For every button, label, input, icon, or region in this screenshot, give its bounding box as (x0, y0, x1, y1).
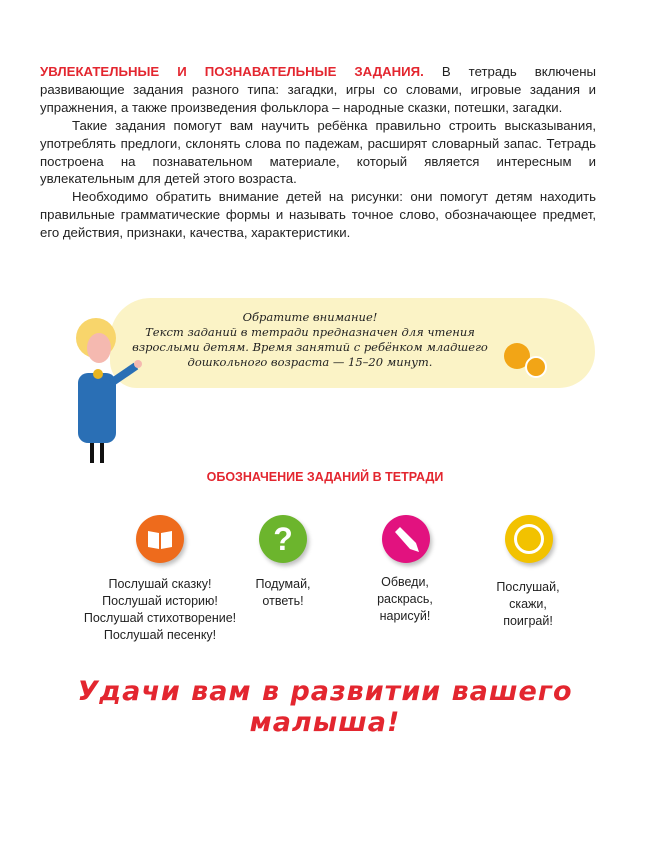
legend-line: Послушай, (496, 580, 560, 594)
legend-line: нарисуй! (379, 609, 431, 623)
small-smiley-icon (525, 356, 547, 378)
legend-line: Подумай, (255, 577, 311, 591)
intro-paragraph-1-text: В тетрадь включены развивающие задания разного типа: загадки, игры со словами, игровые задания и упражнения, а также произведения фольклора – народные сказки, потешки, загадки. (40, 64, 596, 115)
legend-line: скажи, (509, 597, 547, 611)
legend-line: ответь! (262, 594, 304, 608)
ball-icon (505, 515, 553, 563)
slogan: Удачи вам в развитии вашего малыша! (77, 676, 573, 738)
notice-text (120, 310, 500, 370)
intro-paragraph-2: Такие задания помогут вам научить ребёнка правильно строить высказывания, употреблять предлоги, склонять слова по падежам, расширят словарный запас. Тетрадь построена на познавательном материале, который является интересным и увлекательным для детей этого возраста. (40, 117, 596, 187)
intro-paragraph-1 (40, 63, 596, 117)
book-icon (136, 515, 184, 563)
legend-heading: ОБОЗНАЧЕНИЕ ЗАДАНИЙ В ТЕТРАДИ (206, 470, 444, 484)
legend-line: Обведи, (381, 575, 429, 589)
legend-line: поиграй! (503, 614, 553, 628)
notice-title: Обратите внимание! (242, 310, 378, 324)
legend-line: Послушай сказку! (108, 577, 212, 591)
legend-line: Послушай стихотворение! (83, 611, 237, 625)
legend-line: Послушай песенку! (103, 628, 217, 642)
intro-text (40, 63, 596, 242)
legend-line: раскрась, (377, 592, 433, 606)
question-icon: ? (259, 515, 307, 563)
pencil-icon (382, 515, 430, 563)
intro-heading: УВЛЕКАТЕЛЬНЫЕ И ПОЗНАВАТЕЛЬНЫЕ ЗАДАНИЯ. (40, 64, 424, 79)
intro-paragraph-3: Необходимо обратить внимание детей на рисунки: они помогут детям находить правильные грамматические формы и называть точное слово, обозначающее предмет, его действия, признаки, качества, характеристики. (40, 189, 596, 241)
notice-body: Текст заданий в тетради предназначен для чтения взрослыми детям. Время занятий с ребёнком младшего дошкольного возраста — 15–20 минут. (132, 325, 488, 369)
legend-line: Послушай историю! (102, 594, 218, 608)
teacher-illustration (66, 318, 156, 468)
legend-label-play (438, 579, 618, 630)
